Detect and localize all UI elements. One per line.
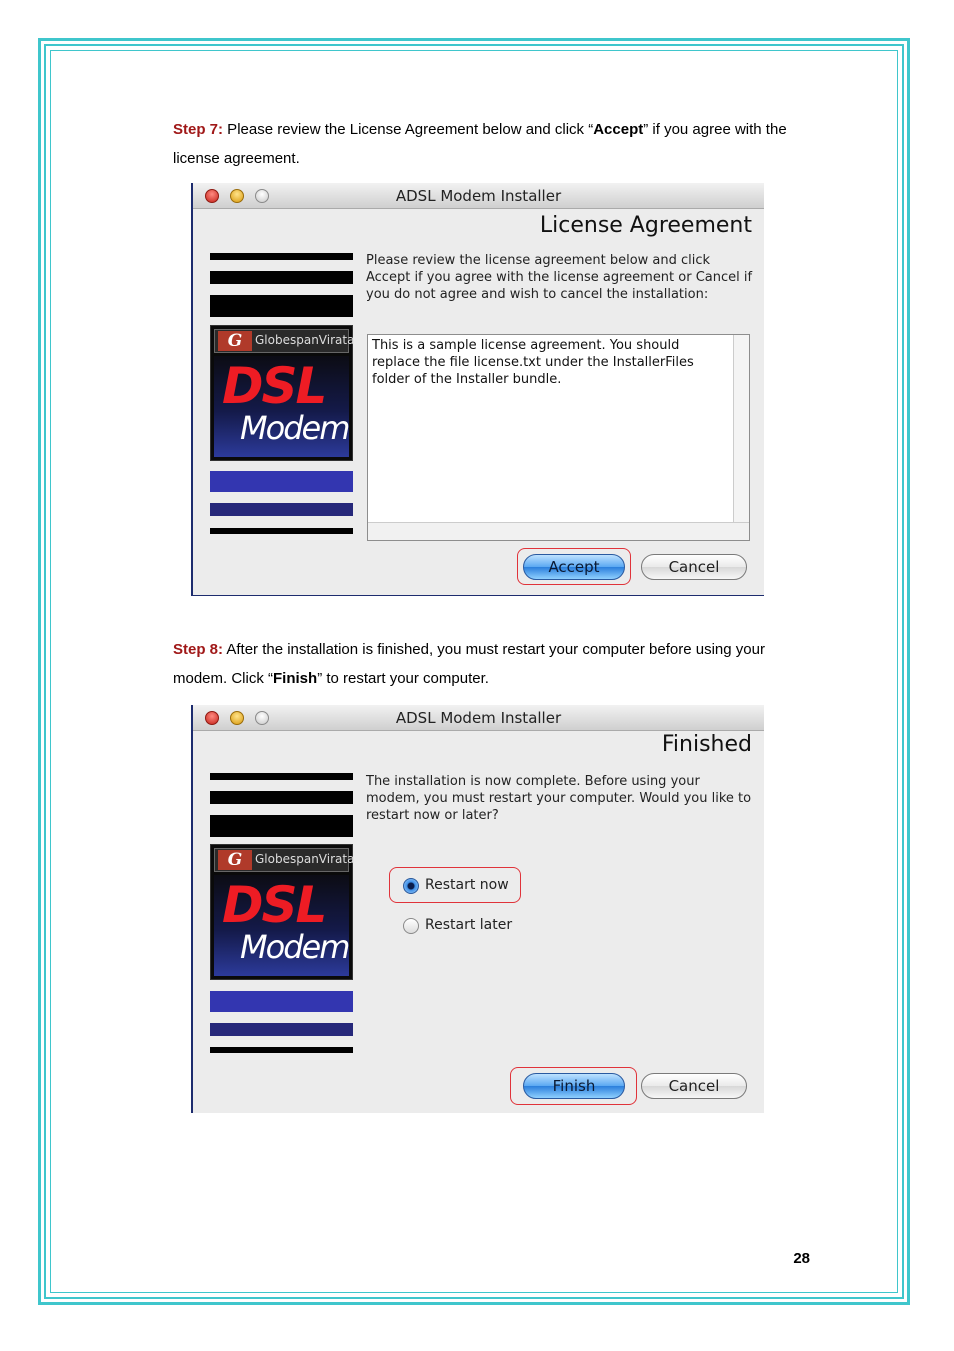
page-number: 28 (793, 1250, 810, 1267)
cancel-button[interactable]: Cancel (641, 1073, 747, 1099)
sidebar-stripe (210, 1023, 353, 1036)
horizontal-scrollbar[interactable] (368, 522, 749, 540)
sidebar-stripe (210, 815, 353, 837)
sidebar-stripe (210, 295, 353, 317)
license-textarea[interactable] (367, 334, 750, 541)
installer-window-finished (191, 705, 764, 1113)
globespan-logo-icon: G (218, 331, 252, 351)
step7-paragraph (173, 115, 823, 173)
sidebar-stripe (210, 1047, 353, 1053)
cancel-button[interactable]: Cancel (641, 554, 747, 580)
logo-modem: Modem (240, 409, 349, 447)
step7-text-b: ” if you agree with the license agreement. (173, 121, 787, 167)
logo-brand: GlobespanVirata (255, 852, 355, 866)
logo-brand: GlobespanVirata (255, 333, 355, 347)
restart-now-label[interactable]: Restart now (425, 877, 509, 893)
sidebar-stripe (210, 773, 353, 780)
step8-paragraph (173, 635, 823, 693)
dsl-modem-logo (210, 325, 353, 461)
restart-now-radio[interactable] (403, 878, 419, 894)
window-title: ADSL Modem Installer (395, 187, 562, 205)
dsl-modem-logo (210, 844, 353, 980)
step8-text-b: ” to restart your computer. (317, 670, 489, 687)
page-heading: License Agreement (539, 213, 752, 238)
restart-later-radio[interactable] (403, 918, 419, 934)
page-heading: Finished (661, 732, 752, 757)
sidebar-stripe (210, 991, 353, 1012)
vertical-scrollbar[interactable] (733, 335, 749, 540)
window-titlebar[interactable] (193, 705, 764, 731)
logo-dsl: DSL (222, 876, 326, 934)
window-title: ADSL Modem Installer (395, 709, 562, 727)
accept-button[interactable]: Accept (523, 554, 625, 580)
step7-bold: Accept (593, 121, 644, 138)
sidebar-stripe (210, 253, 353, 260)
window-titlebar[interactable] (193, 183, 764, 209)
sidebar-stripe (210, 503, 353, 516)
sidebar-stripe (210, 528, 353, 534)
step7-text-a: Please review the License Agreement below and click “ (223, 121, 594, 138)
sidebar-stripe (210, 471, 353, 492)
installer-window-license (191, 183, 764, 596)
step8-text-a: After the installation is finished, you must restart your computer before using your modem. Click “ (173, 641, 765, 687)
sidebar-stripe (210, 791, 353, 804)
logo-dsl: DSL (222, 357, 326, 415)
logo-modem: Modem (240, 928, 349, 966)
license-text: This is a sample license agreement. You should replace the file license.txt under the InstallerFiles folder of the Installer bundle. (372, 338, 694, 387)
finish-button[interactable]: Finish (523, 1073, 625, 1099)
finished-description: The installation is now complete. Before using your modem, you must restart your computer. Would you like to restart now or later? (366, 774, 752, 823)
license-description: Please review the license agreement below and click Accept if you agree with the license agreement or Cancel if you do not agree and wish to cancel the installation: (366, 253, 753, 302)
restart-later-label[interactable]: Restart later (425, 917, 513, 933)
step7-label: Step 7: (173, 121, 224, 138)
step8-label: Step 8: (173, 641, 224, 658)
step8-bold: Finish (273, 670, 318, 687)
globespan-logo-icon: G (218, 850, 252, 870)
sidebar-stripe (210, 271, 353, 284)
